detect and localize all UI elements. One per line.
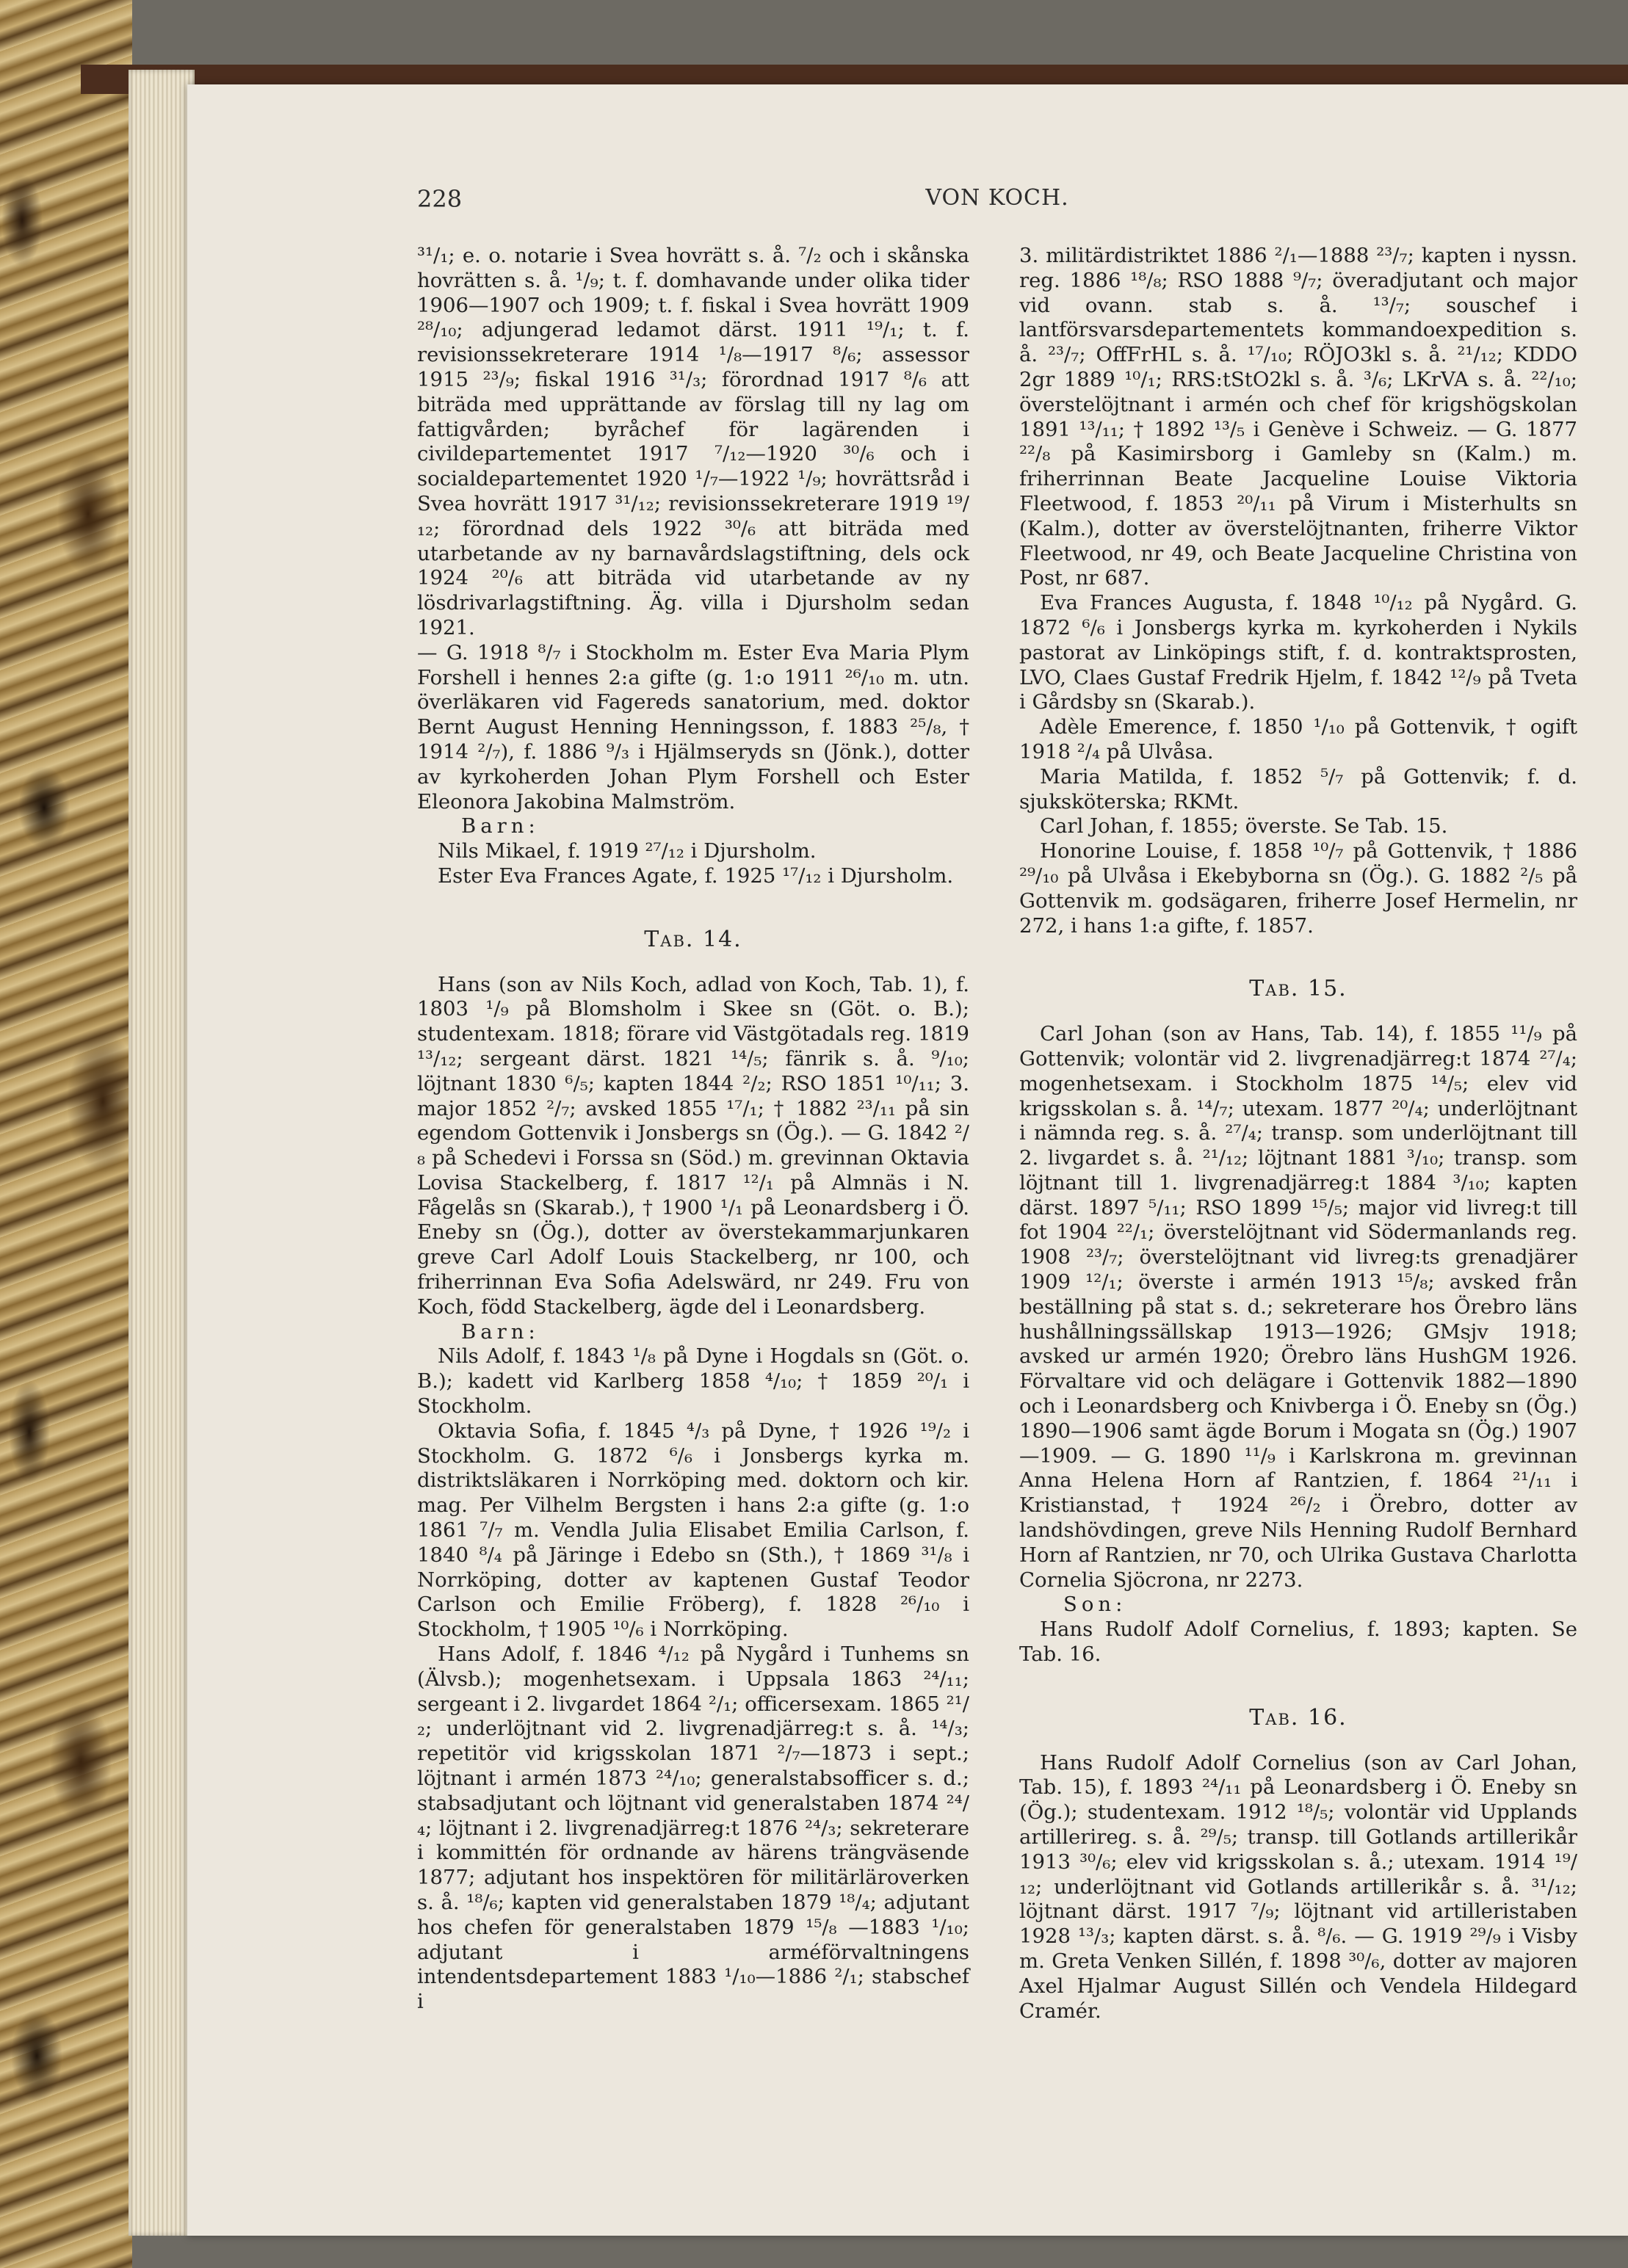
marbled-cover-edge xyxy=(0,0,132,2268)
paragraph: Oktavia Sofia, f. 1845 ⁴/₃ på Dyne, † 1926 ¹⁹/₂ i Stockholm. G. 1872 ⁶/₆ i Jonsbergs kyrka m. distriktsläkaren i Norrköping med. doktorn och kir. mag. Per Vilhelm Bergsten i hans 2:a gifte (g. 1:o 1861 ⁷/₇ m. Vendla Julia Elisabet Emilia Carlson, f. 1840 ⁸/₄ på Järinge i Edebo sn (Sth.), † 1869 ³¹/₈ i Norrköping, dotter av kaptenen Gustaf Teodor Carlson och Emilie Fröberg), f. 1828 ²⁶/₁₀ i Stockholm, † 1905 ¹⁰/₆ i Norrköping. xyxy=(417,1419,969,1642)
paragraph: Maria Matilda, f. 1852 ⁵/₇ på Gottenvik; f. d. sjuksköterska; RKMt. xyxy=(1019,764,1577,814)
paragraph: Ester Eva Frances Agate, f. 1925 ¹⁷/₁₂ i Djursholm. xyxy=(438,863,954,888)
table-heading: Tab. 14. xyxy=(644,926,742,952)
running-head: VON KOCH. xyxy=(925,185,1069,211)
page-number: 228 xyxy=(417,185,463,213)
paragraph: Hans Rudolf Adolf Cornelius (son av Carl Johan, Tab. 15), f. 1893 ²⁴/₁₁ på Leonardsberg i Ö. Eneby sn (Ög.); studentexam. 1912 ¹⁸/₅; volontär vid Upplands artillerireg. s. å. ²⁹/₅; transp. till Gotlands artillerikår 1913 ³⁰/₆; elev vid krigsskolan s. å.; utexam. 1914 ¹⁹/₁₂; underlöjtnant vid Gotlands artillerikår s. å. ³¹/₁₂; löjtnant därst. 1917 ⁷/₉; löjtnant vid artilleristaben 1928 ¹³/₃; kapten därst. s. å. ⁸/₆. — G. 1919 ²⁹/₉ i Visby m. Greta Venken Sillén, f. 1898 ³⁰/₆, dotter av majoren Axel Hjalmar August Sillén och Vendela Hildegard Cramér. xyxy=(1019,1750,1577,2023)
paragraph: ³¹/₁; e. o. notarie i Svea hovrätt s. å. ⁷/₂ och i skånska hovrätten s. å. ¹/₉; t. f. domhavande under olika tider 1906—1907 och 1909; t. f. fiskal i Svea hovrätt 1909 ²⁸/₁₀; adjungerad ledamot därst. 1911 ¹⁹/₁; t. f. revisionssekreterare 1914 ¹/₈—1917 ⁸/₆; assessor 1915 ²³/₉; fiskal 1916 ³¹/₃; förordnad 1917 ⁸/₆ att biträda med upprättande av förslag till ny lag om fattigvården; byråchef för lagärenden i civildepartementet 1917 ⁷/₁₂—1920 ³⁰/₆ och i socialdepartementet 1920 ¹/₇—1922 ¹/₉; hovrättsråd i Svea hovrätt 1917 ³¹/₁₂; revisionssekreterare 1919 ¹⁹/₁₂; förordnad dels 1922 ³⁰/₆ att biträda med utarbetande av ny barnavårdslagstiftning, dels ock 1924 ²⁰/₆ att biträda vid utarbetande av ny lösdrivarlagstiftning. Äg. villa i Djursholm sedan 1921. xyxy=(417,244,969,640)
children-label: Barn: xyxy=(461,1319,540,1344)
paragraph: Hans (son av Nils Koch, adlad von Koch, Tab. 1), f. 1803 ¹/₉ på Blomsholm i Skee sn (Göt. o. B.); studentexam. 1818; förare vid Västgötadals reg. 1819 ¹³/₁₂; sergeant därst. 1821 ¹⁴/₅; fänrik s. å. ⁹/₁₀; löjtnant 1830 ⁶/₅; kapten 1844 ²/₂; RSO 1851 ¹⁰/₁₁; 3. major 1852 ²/₇; avsked 1855 ¹⁷/₁; † 1882 ²³/₁₁ på sin egendom Gottenvik i Jonsbergs sn (Ög.). — G. 1842 ²/₈ på Schedevi i Forssa sn (Söd.) m. grevinnan Oktavia Lovisa Stackelberg, f. 1817 ¹²/₁ på Almnäs i N. Fågelås sn (Skarab.), † 1900 ¹/₁ på Leonardsberg i Ö. Eneby sn (Ög.), dotter av överstekammarjunkaren greve Carl Adolf Louis Stackelberg, nr 100, och friherrinnan Eva Sofia Adelswärd, nr 249. Fru von Koch, född Stackelberg, ägde del i Leonardsberg. xyxy=(417,972,969,1319)
paragraph: Nils Adolf, f. 1843 ¹/₈ på Dyne i Hogdals sn (Göt. o. B.); kadett vid Karlberg 1858 ⁴/₁₀; † 1859 ²⁰/₁ i Stockholm. xyxy=(417,1344,969,1419)
paragraph: Adèle Emerence, f. 1850 ¹/₁₀ på Gottenvik, † ogift 1918 ²/₄ på Ulvåsa. xyxy=(1019,715,1577,764)
paragraph: Carl Johan, f. 1855; överste. Se Tab. 15. xyxy=(1040,814,1448,838)
paragraph: Honorine Louise, f. 1858 ¹⁰/₇ på Gottenvik, † 1886 ²⁹/₁₀ på Ulvåsa i Ekebyborna sn (Ög.). G. 1882 ²/₅ på Gottenvik m. godsägaren, friherre Josef Hermelin, nr 272, i hans 1:a gifte, f. 1857. xyxy=(1019,839,1577,938)
table-heading: Tab. 15. xyxy=(1249,976,1347,1002)
children-label: Son: xyxy=(1063,1593,1127,1617)
paragraph: Hans Adolf, f. 1846 ⁴/₁₂ på Nygård i Tunhems sn (Älvsb.); mogenhetsexam. i Uppsala 1863 ²⁴/₁₁; sergeant i 2. livgardet 1864 ²/₁; officersexam. 1865 ²¹/₂; underlöjtnant vid 2. livgrenadjärreg:t s. å. ¹⁴/₃; repetitör vid krigsskolan 1871 ²/₇—1873 i sept.; löjtnant i armén 1873 ²⁴/₁₀; generalstabsofficer s. d.; stabsadjutant och löjtnant vid generalstaben 1874 ²⁴/₄; löjtnant i 2. livgrenadjärreg:t 1876 ²⁴/₃; sekreterare i kommittén för ordnande av härens trängväsende 1877; adjutant hos inspektören för militärläroverken s. å. ¹⁸/₆; kapten vid generalstaben 1879 ¹⁸/₄; adjutant hos chefen för generalstaben 1879 ¹⁵/₈ —1883 ¹/₁₀; adjutant i arméförvaltningens intendentsdepartement 1883 ¹/₁₀—1886 ²/₁; stabschef i xyxy=(417,1642,969,2014)
paragraph: Eva Frances Augusta, f. 1848 ¹⁰/₁₂ på Nygård. G. 1872 ⁶/₆ i Jonsbergs kyrka m. kyrkoherden i Nykils pastorat av Linköpings stift, f. d. kontraktsprosten, LVO, Claes Gustaf Fredrik Hjelm, f. 1842 ¹²/₉ på Tveta i Gårdsby sn (Skarab.). xyxy=(1019,591,1577,714)
children-label: Barn: xyxy=(461,814,540,838)
right-column xyxy=(1019,244,1577,2024)
page-header xyxy=(417,185,1577,214)
paragraph: — G. 1918 ⁸/₇ i Stockholm m. Ester Eva Maria Plym Forshell i hennes 2:a gifte (g. 1:o 1911 ²⁶/₁₀ m. utn. överläkaren vid Fagereds sanatorium, med. doktor Bernt August Henning Henningsson, f. 1883 ²⁵/₈, † 1914 ²/₇), f. 1886 ⁹/₃ i Hjälmseryds sn (Jönk.), dotter av kyrkoherden Johan Plym Forshell och Ester Eleonora Jakobina Malmström. xyxy=(417,640,969,814)
page-stack-edges xyxy=(129,70,195,2236)
left-column xyxy=(417,244,969,2015)
paragraph: 3. militärdistriktet 1886 ²/₁—1888 ²³/₇; kapten i nyssn. reg. 1886 ¹⁸/₈; RSO 1888 ⁹/₇; överadjutant och major vid ovann. stab s. å. ¹³/₇; souschef i lantförsvarsdepartementets kommandoexpedition s. å. ²³/₇; OffFrHL s. å. ¹⁷/₁₀; RÖJO3kl s. å. ²¹/₁₂; KDDO 2gr 1889 ¹⁰/₁; RRS:tStO2kl s. å. ³/₆; LKrVA s. å. ²²/₁₀; överstelöjtnant i armén och chef för krigshögskolan 1891 ¹³/₁₁; † 1892 ¹³/₅ i Genève i Schweiz. — G. 1877 ²²/₈ på Kasimirsborg i Gamleby sn (Kalm.) m. friherrinnan Beate Jacqueline Louise Viktoria Fleetwood, f. 1853 ²⁰/₁₁ på Virum i Misterhults sn (Kalm.), dotter av överstelöjtnanten, friherre Viktor Fleetwood, nr 49, och Beate Jacqueline Christina von Post, nr 687. xyxy=(1019,244,1577,590)
paragraph: Nils Mikael, f. 1919 ²⁷/₁₂ i Djursholm. xyxy=(438,839,817,863)
paragraph: Carl Johan (son av Hans, Tab. 14), f. 1855 ¹¹/₉ på Gottenvik; volontär vid 2. livgrenadjärreg:t 1874 ²⁷/₄; mogenhetsexam. i Stockholm 1875 ¹⁴/₅; elev vid krigsskolan s. å. ¹⁴/₇; utexam. 1877 ²⁰/₄; underlöjtnant i nämnda reg. s. å. ²⁷/₄; transp. som underlöjtnant till 2. livgardet s. å. ²¹/₁₂; löjtnant 1881 ³/₁₀; transp. som löjtnant till 1. livgrenadjärreg:t 1884 ³/₁₀; kapten därst. 1897 ⁵/₁₁; RSO 1899 ¹⁵/₅; major vid livreg:t till fot 1904 ²²/₁; överstelöjtnant vid Södermanlands reg. 1908 ²³/₇; överstelöjtnant vid livreg:ts grenadjärer 1909 ¹²/₁; överste i armén 1913 ¹⁵/₈; avsked från beställning på stat s. d.; sekreterare hos Örebro läns hushållningssällskap 1913—1926; GMsjv 1918; avsked ur armén 1920; Örebro läns HushGM 1926. Förvaltare vid och delägare i Gottenvik 1882—1890 och i Leonardsberg och Knivberga i Ö. Eneby sn (Ög.) 1890—1906 samt ägde Borum i Mogata sn (Ög.) 1907—1909. — G. 1890 ¹¹/₉ i Karlskrona m. grevinnan Anna Helena Horn af Rantzien, f. 1864 ²¹/₁₁ i Kristianstad, † 1924 ²⁶/₂ i Örebro, dotter av landshövdingen, greve Nils Henning Rudolf Bernhard Horn af Rantzien, nr 70, och Ulrika Gustava Charlotta Cornelia Sjöcrona, nr 2273. xyxy=(1019,1022,1577,1592)
table-heading: Tab. 16. xyxy=(1249,1704,1347,1731)
paragraph: Hans Rudolf Adolf Cornelius, f. 1893; kapten. Se Tab. 16. xyxy=(1019,1617,1577,1667)
